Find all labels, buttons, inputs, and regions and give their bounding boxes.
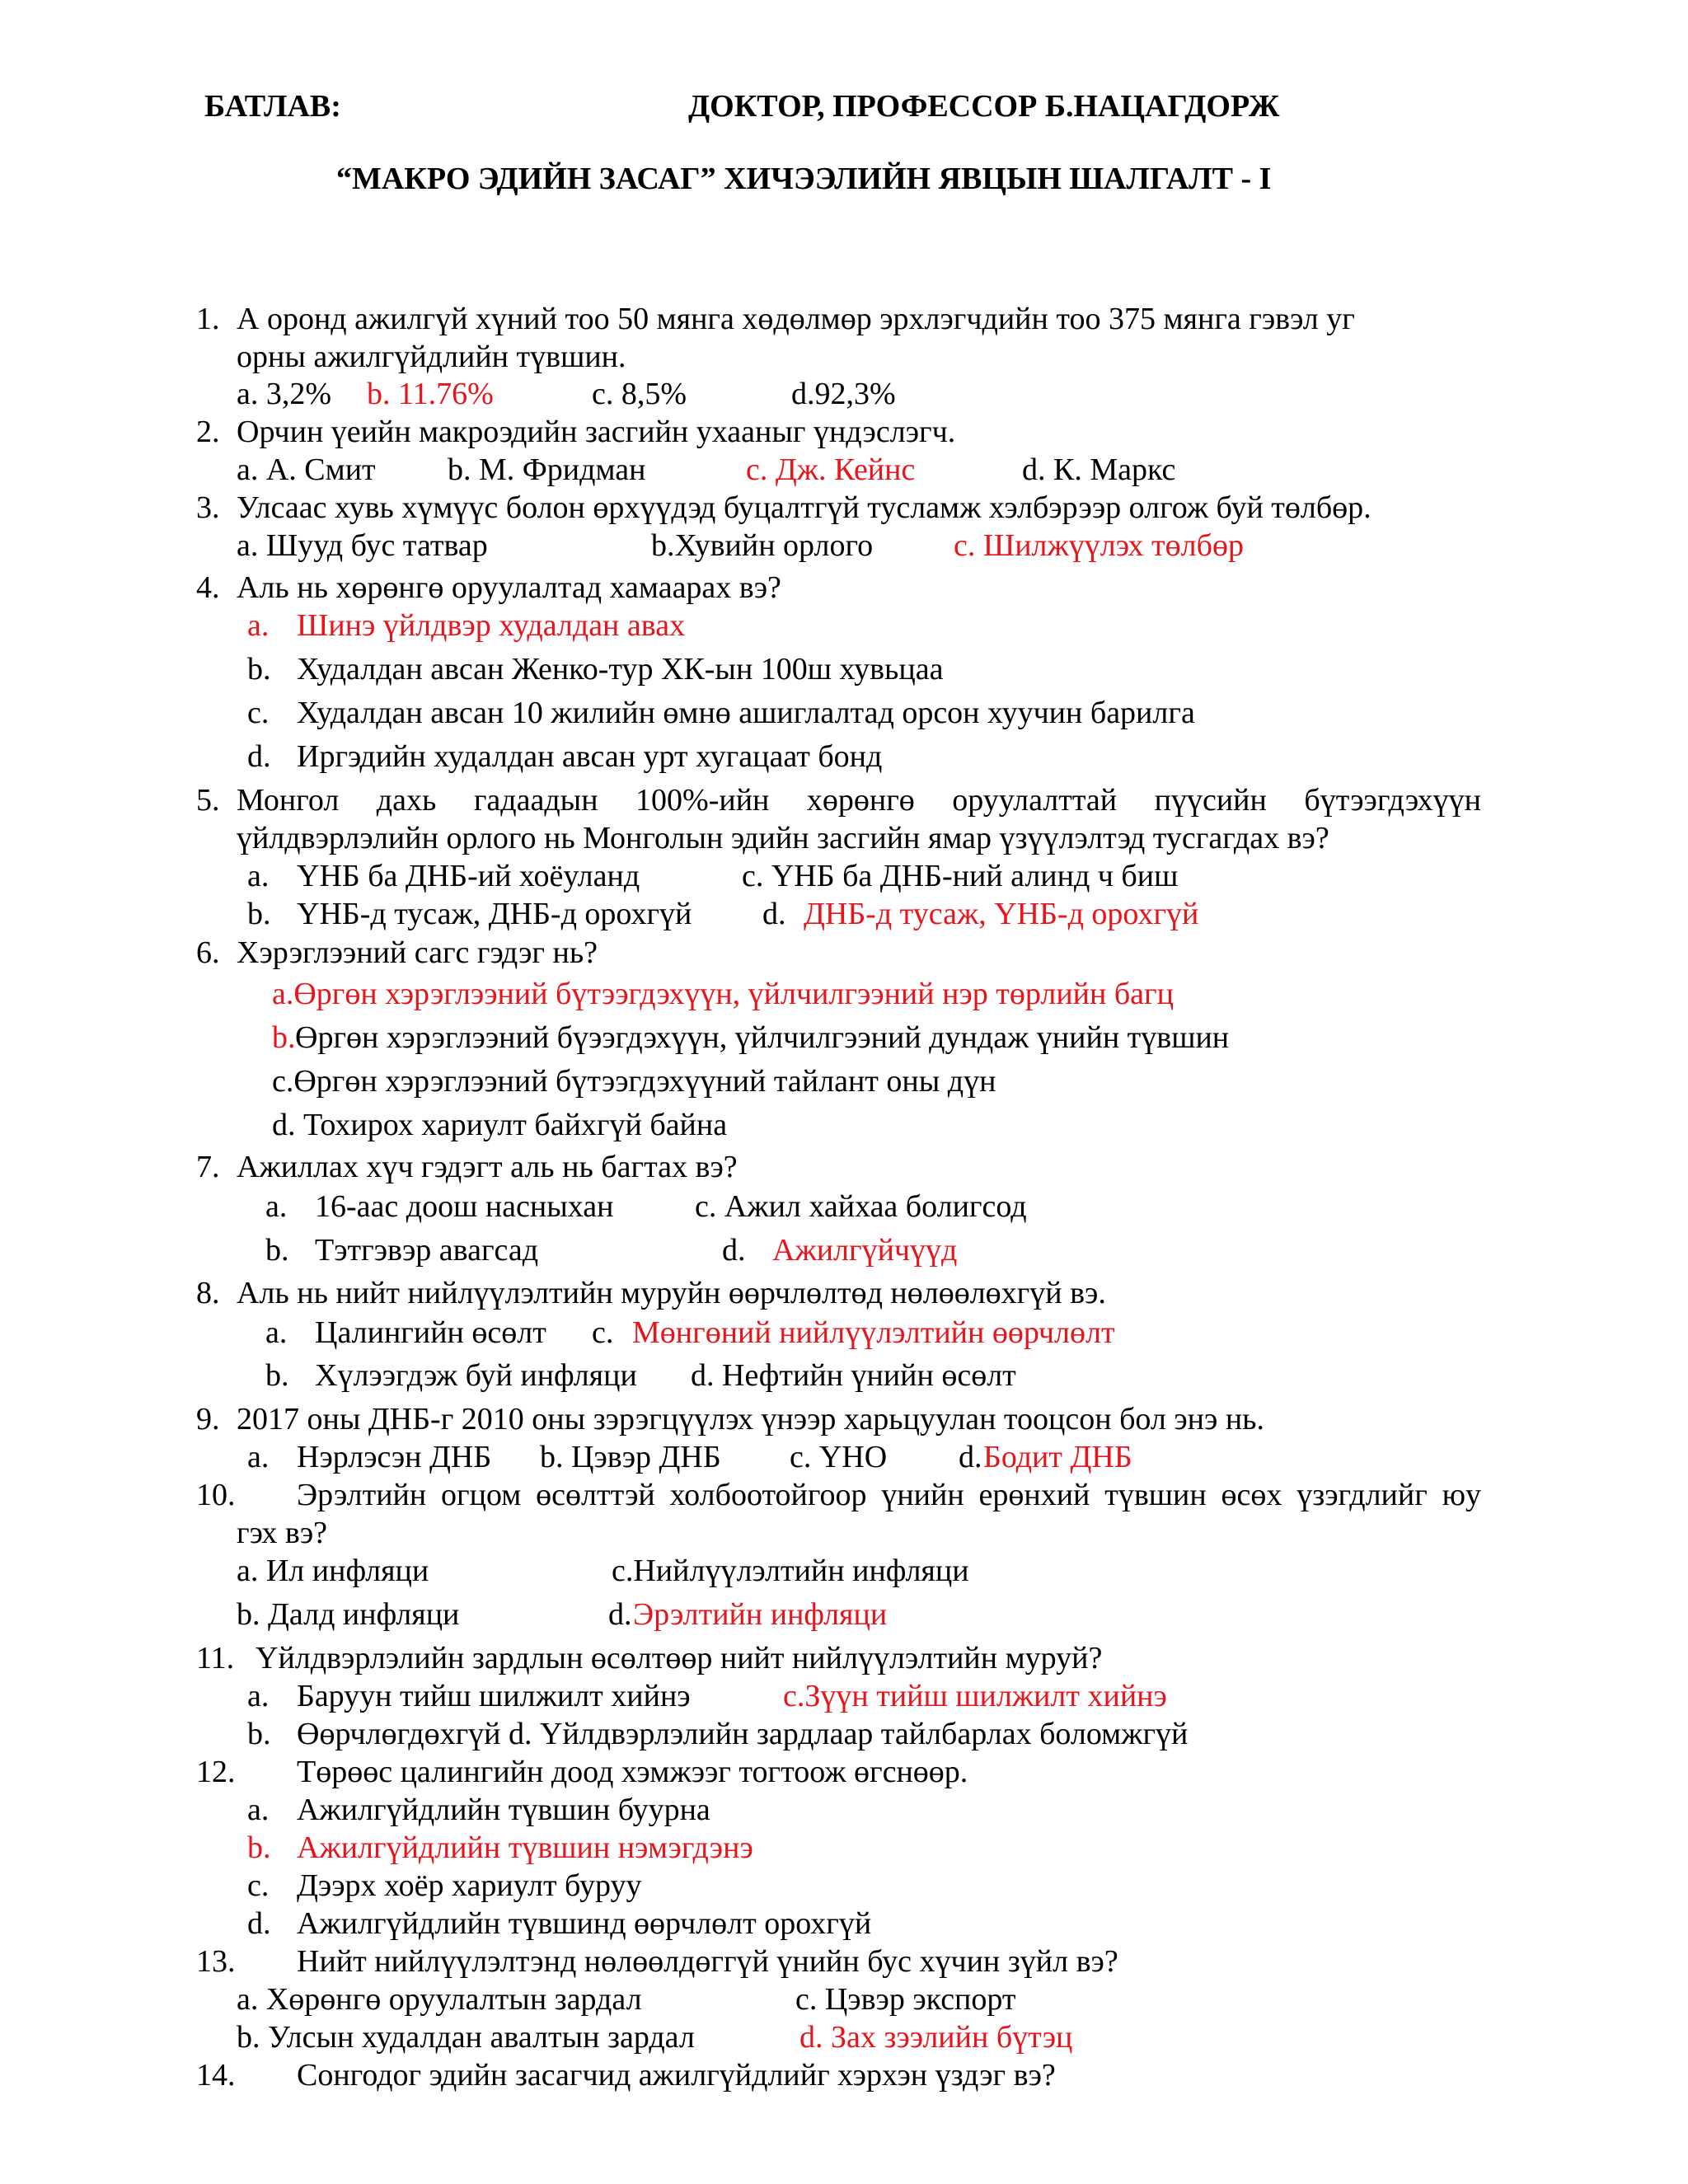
q5-option-b-letter: b. (247, 897, 271, 931)
q8-option-c-letter: c. (592, 1315, 614, 1350)
q2-option-d: d. К. Маркс (1022, 452, 1176, 487)
q7-option-d-answer: Ажилгүйчүүд (772, 1233, 958, 1268)
q11-option-b: Өөрчлөгдөхгүй d. Үйлдвэрлэлийн зардлаар тайлбарлах боломжгүй (297, 1717, 1189, 1751)
q8-option-b-letter: b. (265, 1358, 289, 1393)
q2-option-a: a. А. Смит (237, 452, 376, 487)
q12-option-a-letter: a. (247, 1793, 270, 1827)
q1-option-b-answer: b. 11.76% (367, 377, 494, 411)
q11-text: Үйлдвэрлэлийн зардлын өсөлтөөр нийт нийлүүлэлтийн муруй? (256, 1641, 1103, 1675)
q1-text: А оронд ажилгүй хүний тоо 50 мянга хөдөлмөр эрхлэгчдийн тоо 375 мянга гэвэл уг (237, 302, 1355, 336)
q11-option-a-letter: a. (247, 1679, 270, 1713)
q4-option-c: Худалдан авсан 10 жилийн өмнө ашиглалтад орсон хуучин барилга (297, 696, 1195, 730)
q2-number: 2. (196, 415, 220, 449)
q3-option-b: b.Хувийн орлого (651, 528, 874, 563)
approver-name: ДОКТОР, ПРОФЕССОР Б.НАЦАГДОРЖ (688, 89, 1280, 124)
q7-text: Ажиллах хүч гэдэгт аль нь багтах вэ? (237, 1150, 738, 1184)
q4-option-b-letter: b. (247, 652, 271, 687)
q12-text: Төрөөс цалингийн доод хэмжээг тогтоож өгснөөр. (297, 1755, 968, 1789)
q12-number: 12. (196, 1755, 236, 1789)
q6-option-d: d. Тохирох хариулт байхгүй байна (272, 1108, 728, 1142)
q1-option-c: c. 8,5% (592, 377, 687, 411)
q10-option-d-answer: Эрэлтийн инфляци (633, 1597, 888, 1632)
q8-option-c-answer: Мөнгөний нийлүүлэлтийн өөрчлөлт (632, 1315, 1115, 1350)
q9-option-d-answer: Бодит ДНБ (983, 1440, 1132, 1474)
q5-option-a-letter: a. (247, 859, 270, 893)
q12-option-c: Дээрх хоёр хариулт буруу (297, 1868, 642, 1903)
q13-option-a: a. Хөрөнгө оруулалтын зардал (237, 1982, 642, 2017)
q5-option-b: ҮНБ-д тусаж, ДНБ-д орохгүй (297, 897, 692, 931)
q8-option-b: Хүлээгдэж буй инфляци (315, 1358, 637, 1393)
q13-option-c: c. Цэвэр экспорт (795, 1982, 1016, 2017)
q9-text: 2017 оны ДНБ-г 2010 оны зэрэгцүүлэх үнээр харьцуулан тооцсон бол энэ нь. (237, 1402, 1264, 1436)
q10-number: 10. (196, 1478, 236, 1512)
q4-option-b: Худалдан авсан Женко-тур ХК-ын 100ш хувьцаа (297, 652, 944, 687)
q10-option-b: b. Далд инфляци (237, 1597, 460, 1632)
q9-option-b: b. Цэвэр ДНБ (540, 1440, 721, 1474)
q7-option-a: 16-аас доош насныхан (315, 1189, 614, 1224)
q7-option-b: Тэтгэвэр авагсад (315, 1233, 539, 1268)
q13-text: Нийт нийлүүлэлтэнд нөлөөлдөггүй үнийн бус хүчин зүйл вэ? (297, 1944, 1118, 1979)
q2-option-b: b. М. Фридман (448, 452, 646, 487)
q5-text: Монгол дахь гадаадын 100%-ийн хөрөнгө оруулалттай пүүсийн бүтээгдэхүүн (237, 783, 1481, 818)
q3-text: Улсаас хувь хүмүүс болон өрхүүдэд буцалтгүй тусламж хэлбэрээр олгож буй төлбөр. (237, 490, 1372, 525)
q4-text: Аль нь хөрөнгө оруулалтад хамаарах вэ? (237, 570, 781, 605)
q8-option-a-letter: a. (265, 1315, 288, 1350)
q4-option-a-answer: Шинэ үйлдвэр худалдан авах (297, 608, 686, 643)
q6-option-b: Өргөн хэрэглээний бүээгдэхүүн, үйлчилгээний дундаж үнийн түвшин (295, 1020, 1230, 1055)
q7-option-b-letter: b. (265, 1233, 289, 1268)
q10-text-cont: гэх вэ? (237, 1516, 328, 1550)
q4-option-d: Иргэдийн худалдан авсан урт хугацаат бонд (297, 739, 883, 774)
q6-option-b-letter: b. (272, 1020, 296, 1055)
q9-number: 9. (196, 1402, 220, 1436)
q12-option-c-letter: c. (247, 1868, 270, 1903)
q12-option-d: Ажилгүйдлийн түвшинд өөрчлөлт орохгүй (297, 1906, 872, 1941)
q12-option-a: Ажилгүйдлийн түвшин буурна (297, 1793, 710, 1827)
q13-option-b: b. Улсын худалдан авалтын зардал (237, 2020, 695, 2055)
q5-option-d-answer: ДНБ-д тусаж, ҮНБ-д орохгүй (804, 897, 1199, 931)
q12-option-b-letter: b. (247, 1830, 271, 1865)
q4-number: 4. (196, 570, 220, 605)
q10-option-d-letter: d. (608, 1597, 632, 1632)
q12-option-d-letter: d. (247, 1906, 271, 1941)
q1-option-d: d.92,3% (791, 377, 896, 411)
exam-title: “МАКРО ЭДИЙН ЗАСАГ” ХИЧЭЭЛИЙН ЯВЦЫН ШАЛГАЛТ - I (336, 162, 1272, 196)
q9-option-a-letter: a. (247, 1440, 270, 1474)
q2-text: Орчин үеийн макроэдийн засгийн ухааныг үндэслэгч. (237, 415, 956, 449)
q5-option-d-letter: d. (762, 897, 786, 931)
q5-number: 5. (196, 783, 220, 818)
q14-text: Сонгодог эдийн засагчид ажилгүйдлийг хэрхэн үздэг вэ? (297, 2058, 1056, 2093)
q7-option-a-letter: a. (265, 1189, 288, 1224)
q8-text: Аль нь нийт нийлүүлэлтийн муруйн өөрчлөлтөд нөлөөлөхгүй вэ. (237, 1276, 1106, 1310)
q5-text-cont: үйлдвэрлэлийн орлого нь Монголын эдийн засгийн ямар үзүүлэлтэд тусгагдах вэ? (237, 821, 1329, 855)
q11-option-c-answer: c.Зүүн тийш шилжилт хийнэ (783, 1679, 1167, 1713)
q1-number: 1. (196, 302, 220, 336)
approve-label: БАТЛАВ: (204, 89, 341, 124)
q7-number: 7. (196, 1150, 220, 1184)
q10-option-a: a. Ил инфляци (237, 1554, 429, 1588)
q8-option-d: d. Нефтийн үнийн өсөлт (691, 1358, 1016, 1393)
q5-option-a: ҮНБ ба ДНБ-ий хоёуланд (297, 859, 640, 893)
q8-option-a: Цалингийн өсөлт (315, 1315, 546, 1350)
q6-number: 6. (196, 935, 220, 970)
q2-option-c-answer: c. Дж. Кейнс (746, 452, 916, 487)
q7-option-c: c. Ажил хайхаа болигсод (695, 1189, 1027, 1224)
q10-text: Эрэлтийн огцом өсөлттэй холбоотойгоор үнийн ерөнхий түвшин өсөх үзэгдлийг юу (297, 1478, 1481, 1512)
q4-option-a-letter: a. (247, 608, 270, 643)
q11-option-a: Баруун тийш шилжилт хийнэ (297, 1679, 691, 1713)
q6-option-c: c.Өргөн хэрэглээний бүтээгдэхүүний тайлант оны дүн (272, 1064, 996, 1099)
q3-option-a: a. Шууд бус татвар (237, 528, 488, 563)
q13-option-d-answer: d. Зах зээлийн бүтэц (799, 2020, 1073, 2055)
q5-option-c: c. ҮНБ ба ДНБ-ний алинд ч биш (742, 859, 1179, 893)
q6-text: Хэрэглээний сагс гэдэг нь? (237, 935, 598, 970)
q9-option-d-letter: d. (959, 1440, 982, 1474)
q4-option-d-letter: d. (247, 739, 271, 774)
q7-option-d-letter: d. (722, 1233, 746, 1268)
q13-number: 13. (196, 1944, 236, 1979)
q6-option-a-answer: a.Өргөн хэрэглээний бүтээгдэхүүн, үйлчилгээний нэр төрлийн багц (272, 977, 1174, 1011)
q9-option-a: Нэрлэсэн ДНБ (297, 1440, 492, 1474)
q9-option-c: c. ҮНО (790, 1440, 888, 1474)
q8-number: 8. (196, 1276, 220, 1310)
q10-option-c: c.Нийлүүлэлтийн инфляци (612, 1554, 969, 1588)
q1-option-a: a. 3,2% (237, 377, 332, 411)
q14-number: 14. (196, 2058, 236, 2093)
q1-text-cont: орны ажилгүйдлийн түвшин. (237, 340, 626, 374)
q3-option-c-answer: c. Шилжүүлэх төлбөр (954, 528, 1244, 563)
q11-number: 11. (196, 1641, 235, 1675)
q3-number: 3. (196, 490, 220, 525)
q11-option-b-letter: b. (247, 1717, 271, 1751)
q12-option-b-answer: Ажилгүйдлийн түвшин нэмэгдэнэ (297, 1830, 753, 1865)
q4-option-c-letter: c. (247, 696, 270, 730)
